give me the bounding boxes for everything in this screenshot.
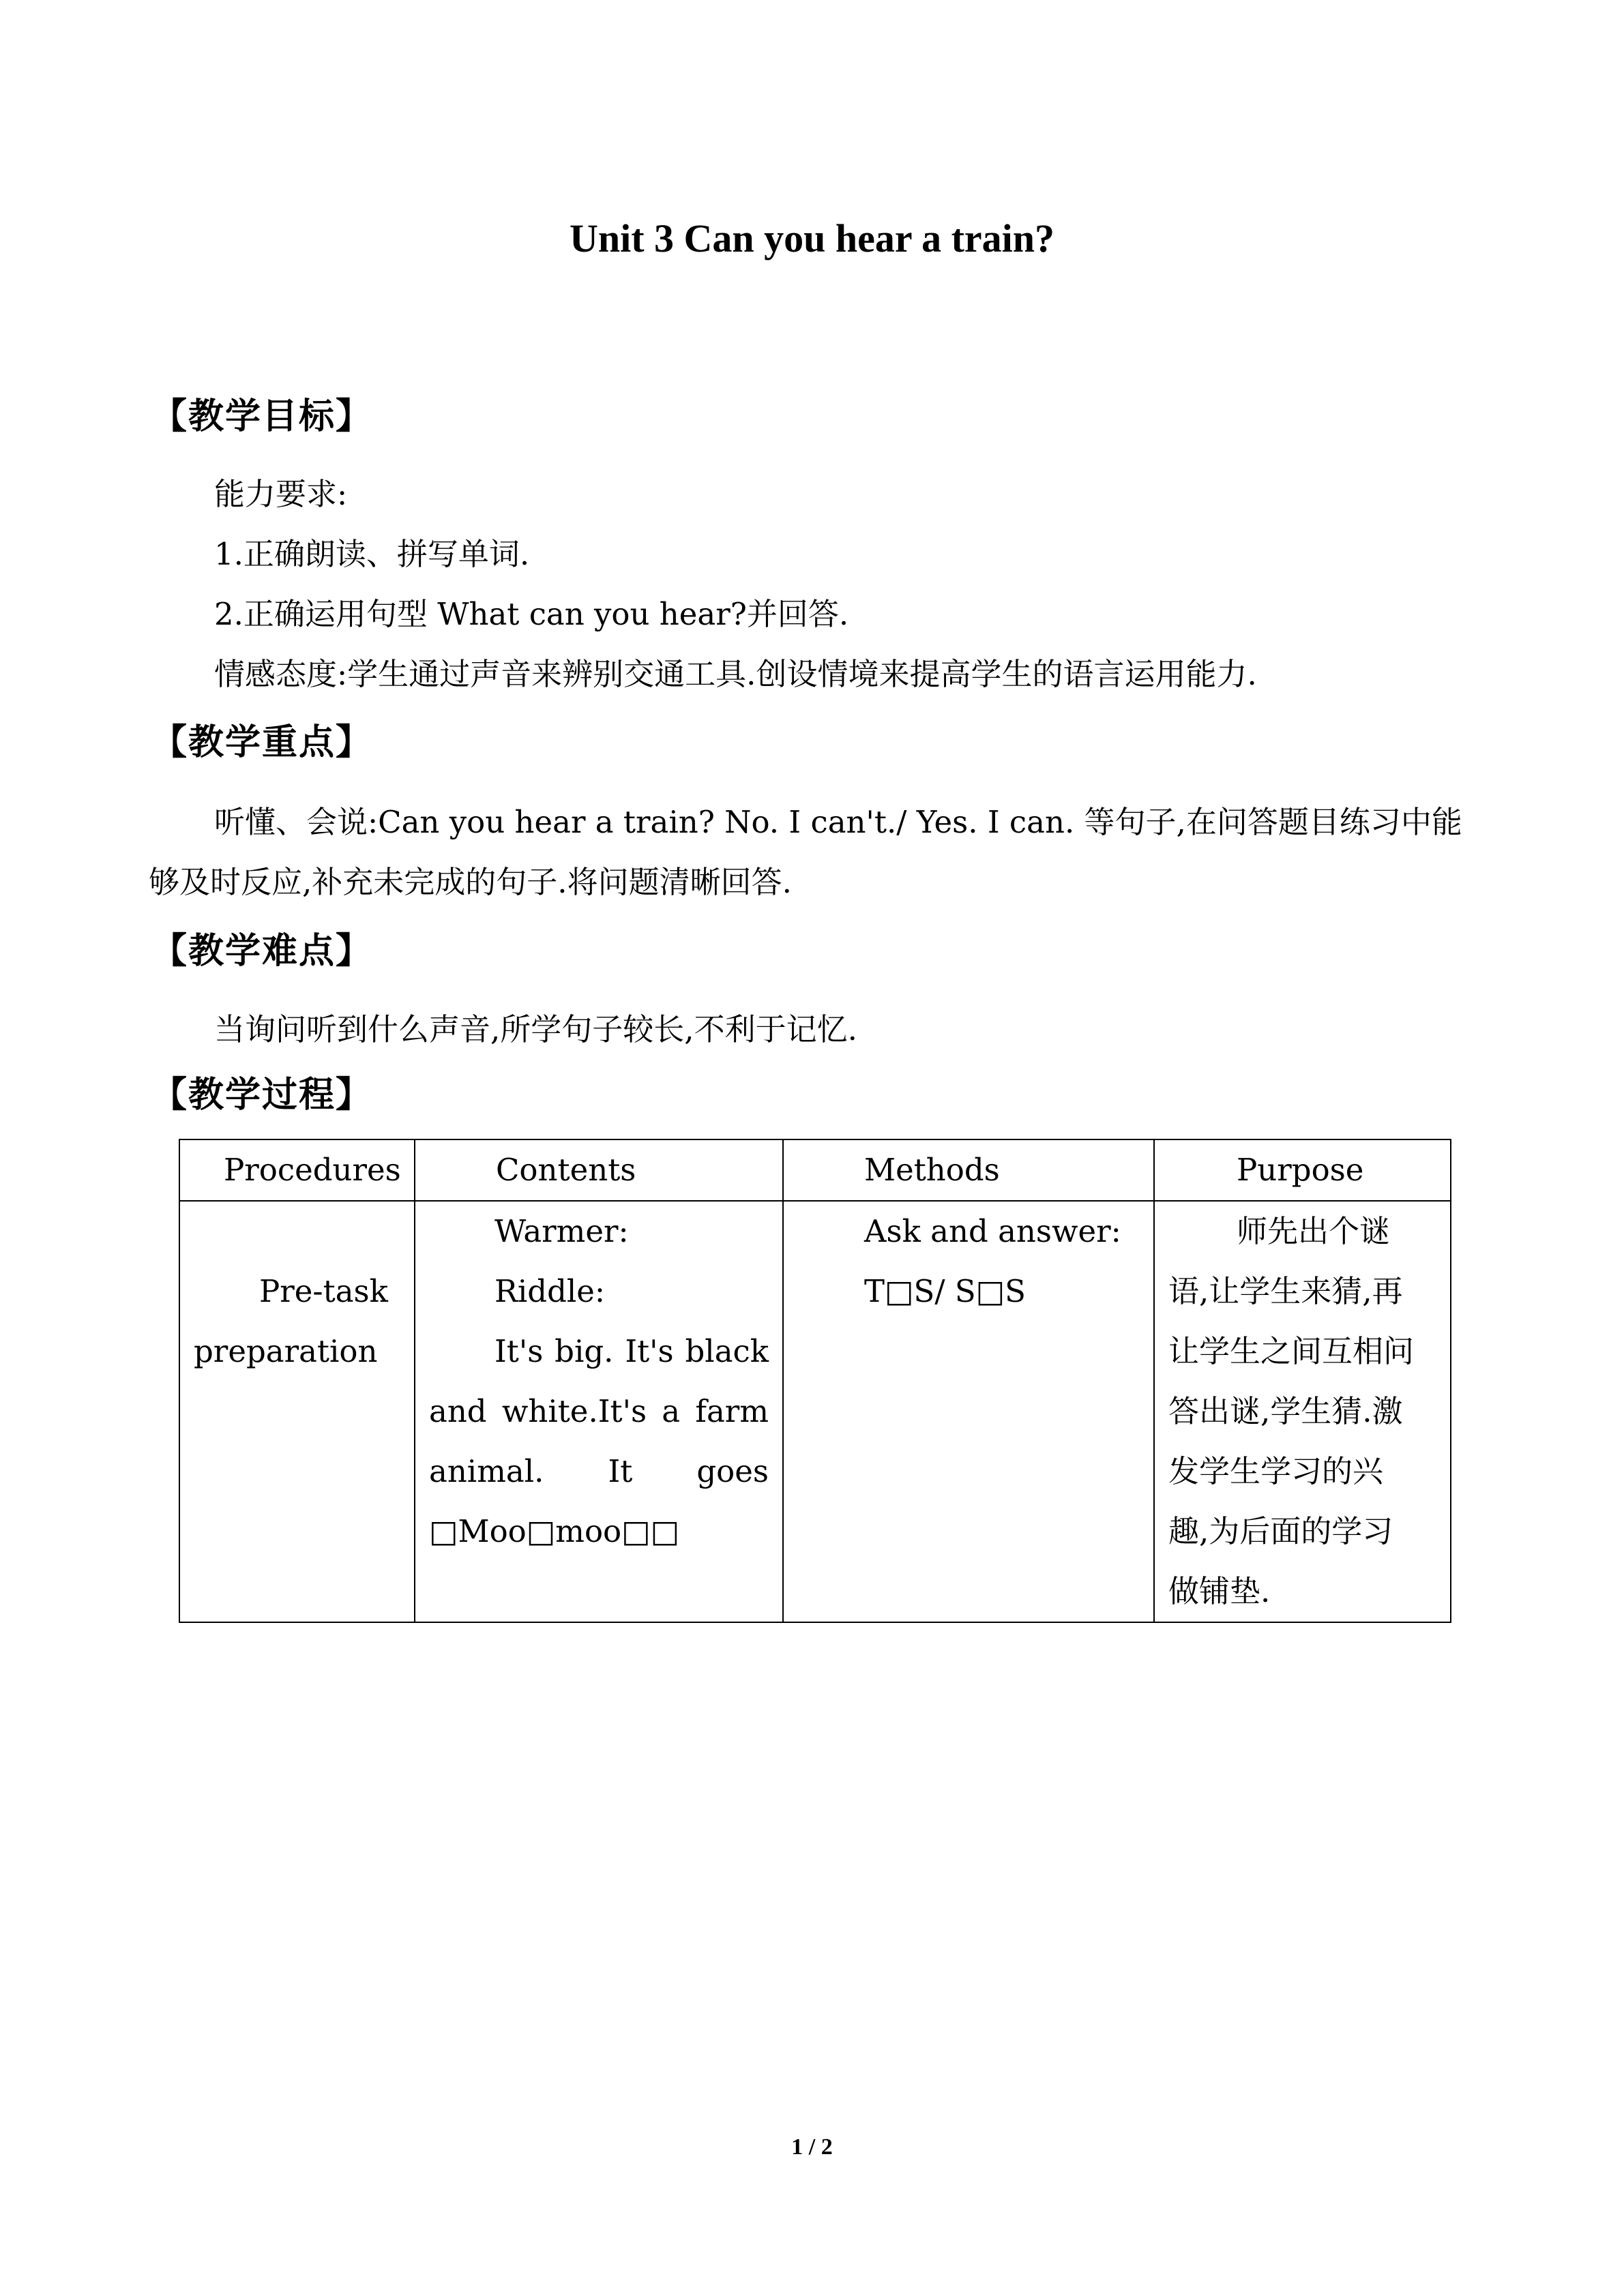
table-row [179, 1201, 1451, 1622]
content-cell [415, 1201, 783, 1622]
document-title: Unit 3 Can you hear a train? [569, 216, 1055, 260]
purpose-cell [1154, 1201, 1451, 1622]
content-line: Warmer: [494, 1213, 629, 1249]
method-line: T□S/ S□S [864, 1273, 1026, 1309]
objectives-line: 1.正确朗读、拼写单词. [214, 536, 530, 572]
procedure-line: Pre-task [259, 1273, 388, 1309]
content-line: animal. It goes [429, 1453, 769, 1489]
heading-key-points: 【教学重点】 [151, 721, 373, 763]
purpose-line: 做铺垫. [1168, 1573, 1271, 1609]
process-table [179, 1139, 1451, 1623]
header-procedures: Procedures [179, 1139, 415, 1201]
method-cell [783, 1201, 1154, 1622]
objectives-line: 能力要求: [214, 476, 348, 512]
heading-difficulties: 【教学难点】 [151, 930, 373, 972]
content-line: □Moo□moo□□ [429, 1513, 680, 1549]
purpose-line: 趣,为后面的学习 [1168, 1513, 1393, 1549]
difficulties-text: 当询问听到什么声音,所学句子较长,不利于记忆. [214, 1011, 857, 1047]
key-points-text: 听懂、会说:Can you hear a train? No. I can't./ Yes. I can. 等句子,在问答题目练习中能够及时反应,补充未完成的句子.将问题清晰回答. [149, 804, 1462, 900]
content-line: and white.It's a farm [429, 1393, 769, 1429]
objectives-line: 2.正确运用句型 What can you hear?并回答. [214, 596, 849, 632]
heading-process: 【教学过程】 [151, 1074, 373, 1116]
content-line: It's big. It's black [494, 1333, 769, 1369]
purpose-line: 答出谜,学生猜.激 [1168, 1393, 1403, 1429]
purpose-line: 语,让学生来猜,再 [1168, 1273, 1403, 1309]
purpose-line: 师先出个谜 [1237, 1213, 1391, 1249]
page-number: 1 / 2 [791, 2134, 833, 2160]
procedure-line: preparation [194, 1333, 378, 1369]
procedure-cell [179, 1201, 415, 1622]
heading-objectives: 【教学目标】 [151, 396, 373, 437]
header-purpose: Purpose [1154, 1139, 1451, 1201]
content-line: Riddle: [494, 1273, 606, 1309]
purpose-line: 让学生之间互相问 [1168, 1333, 1415, 1369]
table-header-row [179, 1139, 1451, 1201]
header-methods: Methods [783, 1139, 1154, 1201]
method-line: Ask and answer: [864, 1213, 1121, 1249]
header-contents: Contents [415, 1139, 783, 1201]
objectives-line: 情感态度:学生通过声音来辨别交通工具.创设情境来提高学生的语言运用能力. [214, 656, 1257, 692]
purpose-line: 发学生学习的兴 [1168, 1453, 1384, 1489]
